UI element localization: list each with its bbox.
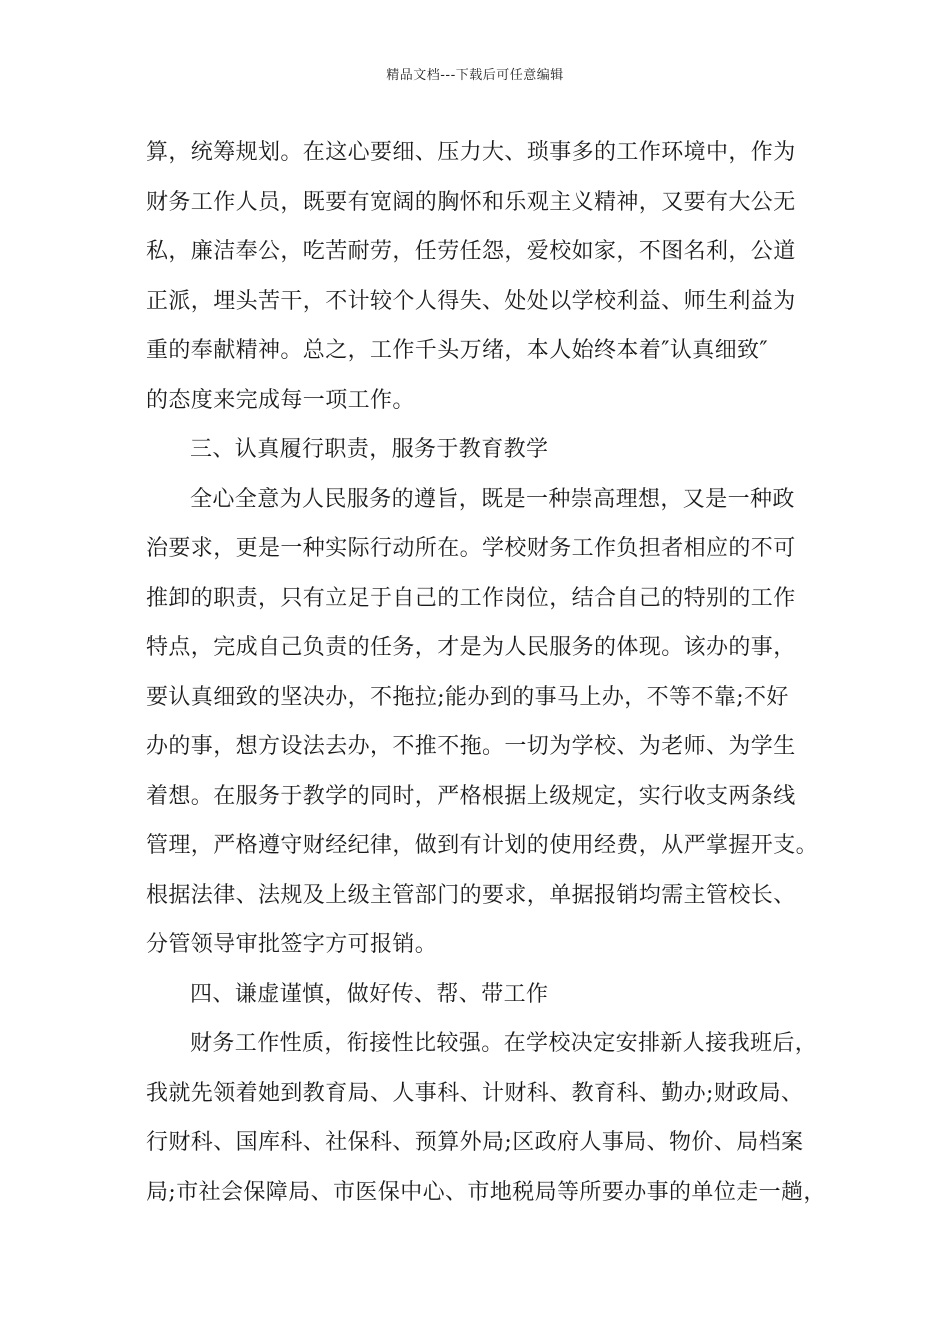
text-line: 正派，埋头苦干，不计较个人得失、处处以学校利益、师生利益为 <box>146 288 796 314</box>
text-line: 重的奉献精神。总之，工作千头万绪，本人始终本着″认真细致″ <box>146 338 769 363</box>
text-line: 算，统筹规划。在这心要细、压力大、琐事多的工作环境中，作为 <box>146 140 796 165</box>
text-line: 我就先领着她到教育局、人事科、计财科、教育科、勤办;财政局、 <box>146 1080 804 1106</box>
paragraph-start: 全心全意为人民服务的遵旨，既是一种崇高理想，又是一种政 <box>190 486 795 512</box>
text-line: 办的事，想方设法去办，不推不拖。一切为学校、为老师、为学生 <box>146 734 796 759</box>
document-body <box>146 128 826 1217</box>
text-line: 私，廉洁奉公，吃苦耐劳，任劳任怨，爱校如家，不图名利，公道 <box>146 239 796 264</box>
text-line: 财务工作人员，既要有宽阔的胸怀和乐观主义精神，又要有大公无 <box>146 189 796 215</box>
text-line: 行财科、国库科、社保科、预算外局;区政府人事局、物价、局档案 <box>146 1130 804 1155</box>
section-heading: 三、认真履行职责，服务于教育教学 <box>190 437 549 462</box>
text-line: 推卸的职责，只有立足于自己的工作岗位，结合自己的特别的工作 <box>146 585 796 611</box>
text-line: 根据法律、法规及上级主管部门的要求，单据报销均需主管校长、 <box>146 882 796 908</box>
text-line: 管理，严格遵守财经纪律，做到有计划的使用经费，从严掌握开支。 <box>146 833 819 858</box>
text-line: 局;市社会保障局、市医保中心、市地税局等所要办事的单位走一趟， <box>146 1179 826 1205</box>
text-line: 特点，完成自己负责的任务，才是为人民服务的体现。该办的事， <box>146 635 796 660</box>
text-line: 的态度来完成每一项工作。 <box>146 387 415 413</box>
section-heading: 四、谦虚谨慎，做好传、帮、带工作 <box>190 981 549 1007</box>
paragraph-start: 财务工作性质，衔接性比较强。在学校决定安排新人接我班后， <box>190 1031 818 1056</box>
text-line: 分管领导审批签字方可报销。 <box>146 932 438 957</box>
text-line: 治要求，更是一种实际行动所在。学校财务工作负担者相应的不可 <box>146 536 796 561</box>
text-line: 要认真细致的坚决办，不拖拉;能办到的事马上办，不等不靠;不好 <box>146 684 789 710</box>
text-line: 着想。在服务于教学的同时，严格根据上级规定，实行收支两条线 <box>146 783 796 809</box>
page-header: 精品文档---下载后可任意编辑 <box>386 68 564 83</box>
